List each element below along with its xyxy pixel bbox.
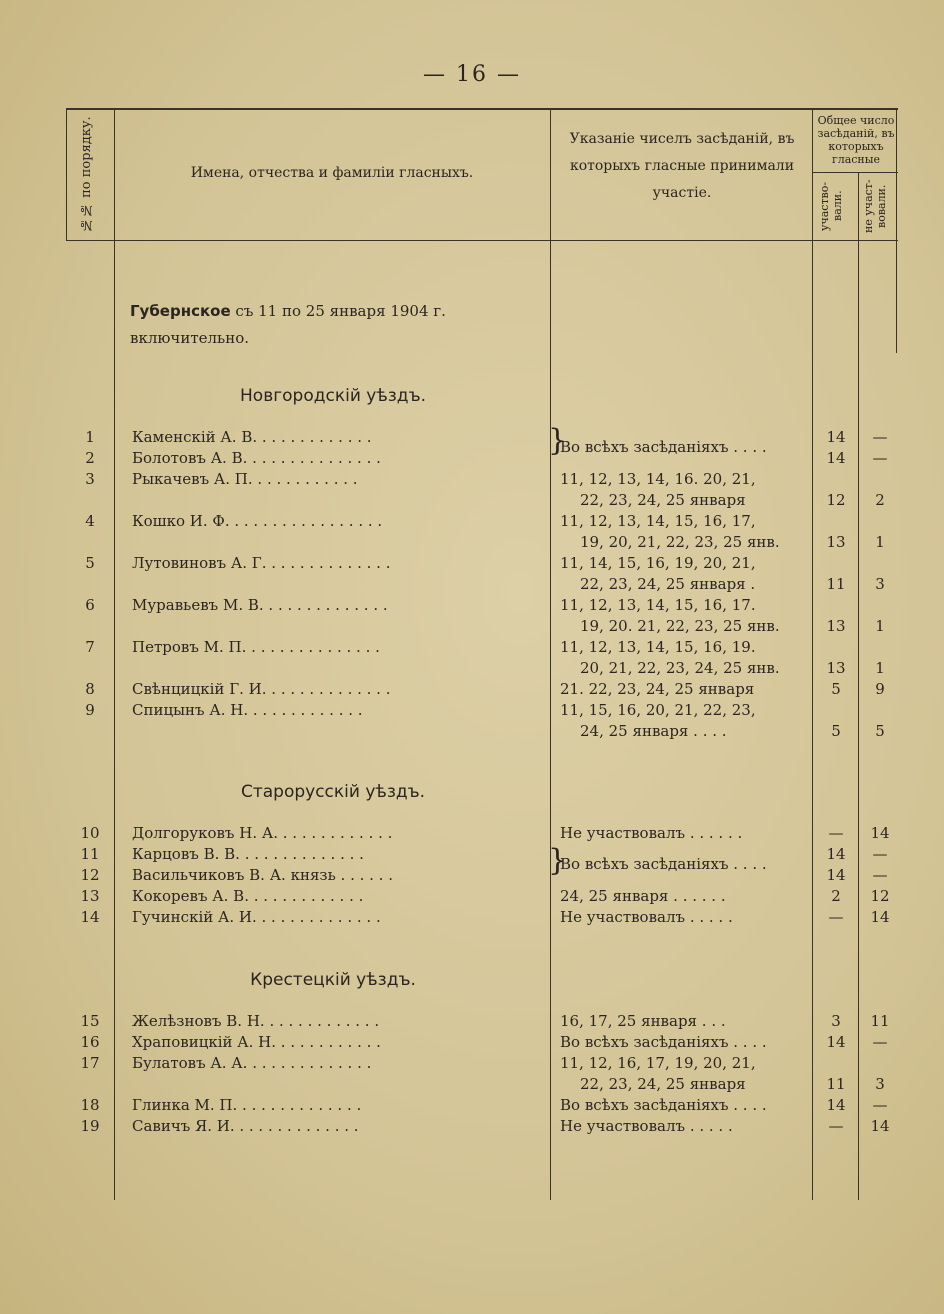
sessions-attended: 13 bbox=[826, 659, 846, 677]
row-number: 1 bbox=[85, 428, 95, 446]
sessions-missed: 5 bbox=[875, 722, 885, 740]
table-row bbox=[66, 638, 898, 659]
row-number: 3 bbox=[85, 470, 95, 488]
deputy-name: Каменскій А. В. . . . . . . . . . . . . bbox=[132, 428, 372, 446]
table-row bbox=[66, 701, 898, 722]
row-number: 19 bbox=[80, 1117, 100, 1135]
session-dates: 11, 15, 16, 20, 21, 22, 23, bbox=[560, 701, 756, 719]
session-dates: 11, 14, 15, 16, 19, 20, 21, bbox=[560, 554, 756, 572]
sessions-missed: — bbox=[872, 1033, 888, 1051]
row-number: 2 bbox=[85, 449, 95, 467]
table-row bbox=[66, 512, 898, 533]
table-row bbox=[66, 470, 898, 491]
deputy-name: Гучинскій А. И. . . . . . . . . . . . . . bbox=[132, 908, 381, 926]
deputy-name: Лутовиновъ А. Г. . . . . . . . . . . . . . bbox=[132, 554, 391, 572]
session-dates: 11, 12, 13, 14, 15, 16, 19. bbox=[560, 638, 756, 656]
table-left-border bbox=[66, 108, 67, 240]
sessions-missed: 12 bbox=[870, 887, 890, 905]
section-staroruss: Старорусскій уѣздъ. bbox=[240, 782, 426, 802]
sessions-attended: 2 bbox=[831, 887, 841, 905]
sessions-attended: 5 bbox=[831, 722, 841, 740]
session-dates: 20, 21, 22, 23, 24, 25 янв. bbox=[580, 659, 780, 677]
sessions-missed: 2 bbox=[875, 491, 885, 509]
sessions-attended: — bbox=[828, 824, 844, 842]
deputy-name: Желѣзновъ В. Н. . . . . . . . . . . . . bbox=[132, 1012, 380, 1030]
table-row bbox=[66, 1096, 898, 1117]
session-dates: 11, 12, 16, 17, 19, 20, 21, bbox=[560, 1054, 756, 1072]
table-row bbox=[66, 845, 898, 873]
sessions-missed: — bbox=[872, 428, 888, 446]
session-dates: 22, 23, 24, 25 января . bbox=[580, 575, 756, 593]
row-number: 12 bbox=[80, 866, 100, 884]
row-number: 17 bbox=[80, 1054, 100, 1072]
session-dates: 19, 20, 21, 22, 23, 25 янв. bbox=[580, 533, 780, 551]
deputy-name: Булатовъ А. А. . . . . . . . . . . . . . bbox=[132, 1054, 372, 1072]
sessions-attended: 14 bbox=[826, 866, 846, 884]
sessions-missed: 1 bbox=[875, 533, 885, 551]
sessions-attended: 3 bbox=[831, 1012, 841, 1030]
row-number: 18 bbox=[80, 1096, 100, 1114]
session-dates: 24, 25 января . . . . . . bbox=[560, 887, 726, 905]
table-row bbox=[66, 866, 898, 887]
session-dates: 11, 12, 13, 14, 15, 16, 17, bbox=[560, 512, 756, 530]
deputy-name: Болотовъ А. В. . . . . . . . . . . . . . . bbox=[132, 449, 381, 467]
sessions-attended: — bbox=[828, 908, 844, 926]
sessions-missed: — bbox=[872, 845, 888, 863]
total-subheader-border bbox=[812, 172, 898, 173]
table-row bbox=[66, 596, 898, 617]
table-row bbox=[66, 908, 898, 929]
session-dates: Не участвовалъ . . . . . bbox=[560, 1117, 733, 1135]
row-number: 11 bbox=[80, 845, 100, 863]
session-dates: Во всѣхъ засѣданіяхъ . . . . bbox=[560, 855, 767, 873]
sessions-missed: 11 bbox=[870, 1012, 890, 1030]
session-heading-dates: съ 11 по 25 января 1904 г. включительно. bbox=[130, 302, 446, 347]
table-row bbox=[66, 428, 898, 456]
sessions-missed: 1 bbox=[875, 617, 885, 635]
header-took-part: участво-вали. bbox=[818, 181, 844, 231]
row-number: 9 bbox=[85, 701, 95, 719]
session-dates: 22, 23, 24, 25 января bbox=[580, 491, 746, 509]
deputy-name: Храповицкій А. Н. . . . . . . . . . . . bbox=[132, 1033, 381, 1051]
sessions-missed: 3 bbox=[875, 575, 885, 593]
session-heading-bold: Губернское bbox=[130, 302, 231, 320]
deputy-name: Свѣнцицкій Г. И. . . . . . . . . . . . . . bbox=[132, 680, 391, 698]
sessions-missed: — bbox=[872, 449, 888, 467]
session-dates: Во всѣхъ засѣданіяхъ . . . . bbox=[560, 1096, 767, 1114]
table-row bbox=[66, 1033, 898, 1054]
sessions-missed: 14 bbox=[870, 908, 890, 926]
deputy-name: Кошко И. Ф. . . . . . . . . . . . . . . . . bbox=[132, 512, 383, 530]
session-dates: 11, 12, 13, 14, 15, 16, 17. bbox=[560, 596, 756, 614]
sessions-missed: — bbox=[872, 866, 888, 884]
session-heading bbox=[130, 298, 554, 352]
sessions-missed: 14 bbox=[870, 824, 890, 842]
table-row bbox=[66, 659, 898, 680]
table-row bbox=[66, 449, 898, 470]
row-number: 16 bbox=[80, 1033, 100, 1051]
table-row bbox=[66, 680, 898, 701]
row-number: 6 bbox=[85, 596, 95, 614]
table-row bbox=[66, 887, 898, 908]
sessions-attended: 5 bbox=[831, 680, 841, 698]
header-bottom-border bbox=[66, 240, 898, 241]
session-dates: 19, 20. 21, 22, 23, 25 янв. bbox=[580, 617, 780, 635]
header-dates-col: Указаніе чиселъ засѣданій, въ которыхъ гласные принимали участіе. bbox=[569, 131, 795, 201]
row-number: 7 bbox=[85, 638, 95, 656]
table-row bbox=[66, 824, 898, 845]
deputy-name: Васильчиковъ В. А. князь . . . . . . bbox=[132, 866, 393, 884]
deputy-name: Савичъ Я. И. . . . . . . . . . . . . . bbox=[132, 1117, 359, 1135]
deputy-name: Долгоруковъ Н. А. . . . . . . . . . . . . bbox=[132, 824, 393, 842]
table-row bbox=[66, 617, 898, 638]
section-novgorod: Новгородскій уѣздъ. bbox=[240, 386, 426, 406]
row-number: 10 bbox=[80, 824, 100, 842]
deputy-name: Рыкачевъ А. П. . . . . . . . . . . . bbox=[132, 470, 358, 488]
row-number: 13 bbox=[80, 887, 100, 905]
sessions-attended: 13 bbox=[826, 617, 846, 635]
header-total-col: Общее число засѣданій, въ которыхъ гласные bbox=[817, 114, 895, 166]
row-number: 15 bbox=[80, 1012, 100, 1030]
session-dates: 21. 22, 23, 24, 25 января bbox=[560, 680, 755, 698]
session-dates: 24, 25 января . . . . bbox=[580, 722, 727, 740]
deputy-name: Спицынъ А. Н. . . . . . . . . . . . . bbox=[132, 701, 363, 719]
row-number: 14 bbox=[80, 908, 100, 926]
sessions-attended: 13 bbox=[826, 533, 846, 551]
sessions-attended: 11 bbox=[826, 575, 846, 593]
section-krestets: Крестецкій уѣздъ. bbox=[250, 970, 416, 990]
page-number: — 16 — bbox=[423, 62, 521, 87]
session-dates: Во всѣхъ засѣданіяхъ . . . . bbox=[560, 438, 767, 456]
sessions-attended: 11 bbox=[826, 1075, 846, 1093]
session-dates: Не участвовалъ . . . . . bbox=[560, 908, 733, 926]
sessions-missed: 3 bbox=[875, 1075, 885, 1093]
sessions-attended: — bbox=[828, 1117, 844, 1135]
sessions-attended: 12 bbox=[826, 491, 846, 509]
sessions-missed: 1 bbox=[875, 659, 885, 677]
sessions-missed: 9 bbox=[875, 680, 885, 698]
deputy-name: Петровъ М. П. . . . . . . . . . . . . . . bbox=[132, 638, 380, 656]
session-dates: 16, 17, 25 января . . . bbox=[560, 1012, 726, 1030]
session-dates: 22, 23, 24, 25 января bbox=[580, 1075, 746, 1093]
deputy-name: Карцовъ В. В. . . . . . . . . . . . . . bbox=[132, 845, 364, 863]
row-number: 5 bbox=[85, 554, 95, 572]
deputy-name: Глинка М. П. . . . . . . . . . . . . . bbox=[132, 1096, 362, 1114]
session-dates: Не участвовалъ . . . . . . bbox=[560, 824, 743, 842]
table-row bbox=[66, 1012, 898, 1033]
row-number: 4 bbox=[85, 512, 95, 530]
header-not-took-part: не участ-вовали. bbox=[862, 179, 888, 233]
sessions-attended: 14 bbox=[826, 845, 846, 863]
session-dates: 11, 12, 13, 14, 16. 20, 21, bbox=[560, 470, 756, 488]
deputy-name: Муравьевъ М. В. . . . . . . . . . . . . . bbox=[132, 596, 388, 614]
table-row bbox=[66, 575, 898, 596]
table-row bbox=[66, 533, 898, 554]
deputy-name: Кокоревъ А. В. . . . . . . . . . . . . bbox=[132, 887, 364, 905]
header-number-col: №№ по порядку. bbox=[79, 116, 94, 232]
row-number: 8 bbox=[85, 680, 95, 698]
sessions-missed: — bbox=[872, 1096, 888, 1114]
header-names-col: Имена, отчества и фамиліи гласныхъ. bbox=[190, 165, 474, 181]
sessions-attended: 14 bbox=[826, 1096, 846, 1114]
table-row bbox=[66, 554, 898, 575]
sessions-missed: 14 bbox=[870, 1117, 890, 1135]
sessions-attended: 14 bbox=[826, 1033, 846, 1051]
table-top-border bbox=[66, 108, 898, 110]
table-row bbox=[66, 1075, 898, 1096]
table-row bbox=[66, 1054, 898, 1075]
table-row bbox=[66, 722, 898, 743]
brace-group-1: } bbox=[548, 423, 568, 458]
table-row bbox=[66, 1117, 898, 1138]
sessions-attended: 14 bbox=[826, 428, 846, 446]
brace-group-2: } bbox=[548, 843, 568, 878]
sessions-attended: 14 bbox=[826, 449, 846, 467]
table-row bbox=[66, 491, 898, 512]
attendance-table bbox=[66, 108, 898, 1200]
session-dates: Во всѣхъ засѣданіяхъ . . . . bbox=[560, 1033, 767, 1051]
